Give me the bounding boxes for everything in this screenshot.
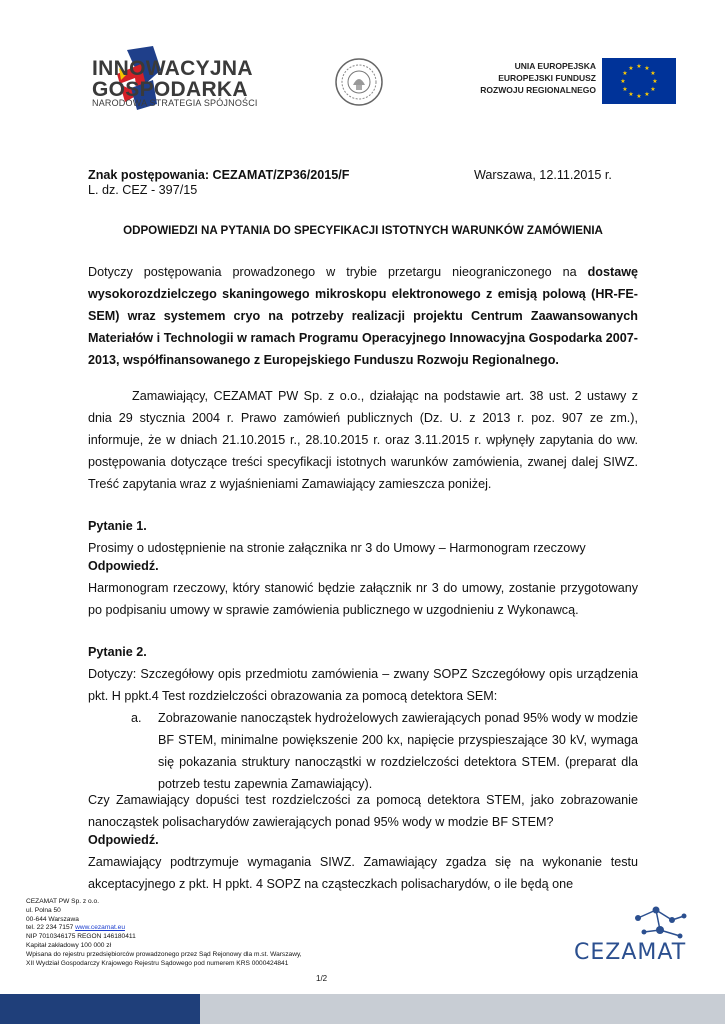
- footer-bar-dark: [0, 994, 200, 1024]
- svg-text:★: ★: [622, 70, 628, 77]
- document-title: ODPOWIEDZI NA PYTANIA DO SPECYFIKACJI ISTOTNYCH WARUNKÓW ZAMÓWIENIA: [123, 224, 603, 237]
- q2-question-intro: Dotyczy: Szczegółowy opis przedmiotu zamówienia – zwany SOPZ Szczegółowy opis urządzenia pkt. H ppkt.4 Test rozdzielczości obrazowania za pomocą detektora SEM:: [88, 667, 638, 703]
- place-date: Warszawa, 12.11.2015 r.: [474, 168, 612, 182]
- cezamat-logo: [560, 906, 690, 966]
- footer-capital: Kapitał zakładowy 100 000 zł: [26, 941, 112, 949]
- q2-answer: Zamawiający podtrzymuje wymagania SIWZ. Zamawiający zgadza się na wykonanie testu akceptacyjnego z pkt. H ppkt. 4 SOPZ na cząsteczkach polisacharydów, o ile będą one: [88, 855, 638, 891]
- footer-contact: tel. 22 234 7157 www.cezamat.eu: [26, 924, 125, 932]
- svg-text:★: ★: [636, 93, 642, 100]
- website-link[interactable]: www.cezamat.eu: [75, 924, 125, 932]
- intro-subject: dostawę wysokorozdzielczego skaningowego mikroskopu elektronowego z emisją polową (HR-FE-SEM) wraz systemem cryo na potrzeby realizacji projektu Centrum Zaawansowanych Materiałów i Technologii w ramach Programu Operacyjnego Innowacyjna Gospodarka 2007-2013, współfinansowanego z Europejskiego Funduszu Rozwoju Regionalnego.: [88, 265, 638, 367]
- q1-question: Prosimy o udostępnienie na stronie załącznika nr 3 do Umowy – Harmonogram rzeczowy: [88, 541, 586, 555]
- svg-text:★: ★: [622, 86, 628, 93]
- page-number: 1/2: [316, 974, 328, 983]
- footer-bar-light: [200, 994, 725, 1024]
- svg-text:★: ★: [644, 91, 650, 98]
- footer-company-info: [26, 898, 302, 968]
- svg-text:★: ★: [650, 86, 656, 93]
- svg-text:★: ★: [650, 70, 656, 77]
- footer-company: CEZAMAT PW Sp. z o.o.: [26, 898, 100, 905]
- ig-logo-title: INNOWACYJNA GOSPODARKA: [92, 57, 253, 101]
- svg-text:★: ★: [636, 63, 642, 70]
- svg-text:★: ★: [644, 65, 650, 72]
- eu-fund-label: UNIA EUROPEJSKA EUROPEJSKI FUNDUSZ ROZWOJU REGIONALNEGO: [480, 61, 596, 95]
- preamble-paragraph: Zamawiający, CEZAMAT PW Sp. z o.o., działając na podstawie art. 38 ust. 2 ustawy z dnia 29 stycznia 2004 r. Prawo zamówień publicznych (Dz. U. z 2013 r. poz. 907 ze zm.), informuje, że w dniach 21.10.2015 r., 28.10.2015 r. oraz 3.11.2015 r. wpłynęły zapytania do ww. postępowania dotyczące treści specyfikacji istotnych warunków zamówienia, zwanej dalej SIWZ. Treść zapytania wraz z wyjaśnieniami Zamawiający zamieszcza poniżej.: [88, 389, 638, 491]
- footer-nip: NIP 7010346175 REGON 146180411: [26, 933, 136, 941]
- q2-item-text: Zobrazowanie nanocząstek hydrożelowych zawierających ponad 95% wody w modzie BF STEM, minimalne powiększenie 200 kx, napięcie przyspieszające 30 kV, wymaga się pokazania struktury nanocząstki w rozdzielczości detektora STEM. (preparat dla potrzeb testu zapewnia Zamawiający).: [158, 711, 638, 791]
- footer-registry-1: Wpisana do rejestru przedsiębiorców prowadzonego przez Sąd Rejonowy dla m.st. Warszawy,: [26, 950, 302, 958]
- q2-answer-label: Odpowiedź.: [88, 833, 159, 847]
- svg-text:★: ★: [628, 91, 634, 98]
- footer-registry-2: XII Wydział Gospodarczy Krajowego Rejestru Sądowego pod numerem KRS 0000424841: [26, 959, 289, 967]
- svg-text:★: ★: [620, 78, 626, 85]
- ig-logo-subtitle: NARODOWA STRATEGIA SPÓJNOŚCI: [92, 98, 258, 108]
- q1-heading: Pytanie 1.: [88, 519, 147, 533]
- svg-text:★: ★: [652, 78, 658, 85]
- q2-item-marker: a.: [131, 711, 142, 725]
- q1-answer: Harmonogram rzeczowy, który stanowić będzie załącznik nr 3 do umowy, zostanie przygotowany po podpisaniu umowy w sprawie zamówienia publicznego w uzgodnieniu z Wykonawcą.: [88, 581, 638, 617]
- footer-city: 00-644 Warszawa: [26, 915, 79, 923]
- cezamat-logo-text: CEZAMAT: [574, 940, 687, 965]
- reference-number: Znak postępowania: CEZAMAT/ZP36/2015/F: [88, 168, 350, 182]
- q1-answer-label: Odpowiedź.: [88, 559, 159, 573]
- q2-heading: Pytanie 2.: [88, 645, 147, 659]
- intro-paragraph: [88, 261, 638, 371]
- svg-text:★: ★: [628, 65, 634, 72]
- footer-street: ul. Polna 50: [26, 906, 61, 914]
- university-seal-icon: [334, 57, 384, 107]
- registry-number: L. dz. CEZ - 397/15: [88, 183, 198, 197]
- q2-question-follow: Czy Zamawiający dopuści test rozdzielczości za pomocą detektora STEM, jako zobrazowanie nanocząstek polisacharydów zawierających ponad 95% wody w modzie BF STEM?: [88, 793, 638, 829]
- eu-flag-icon: [602, 58, 676, 104]
- intro-prefix: Dotyczy postępowania prowadzonego w trybie przetargu nieograniczonego na: [88, 265, 588, 279]
